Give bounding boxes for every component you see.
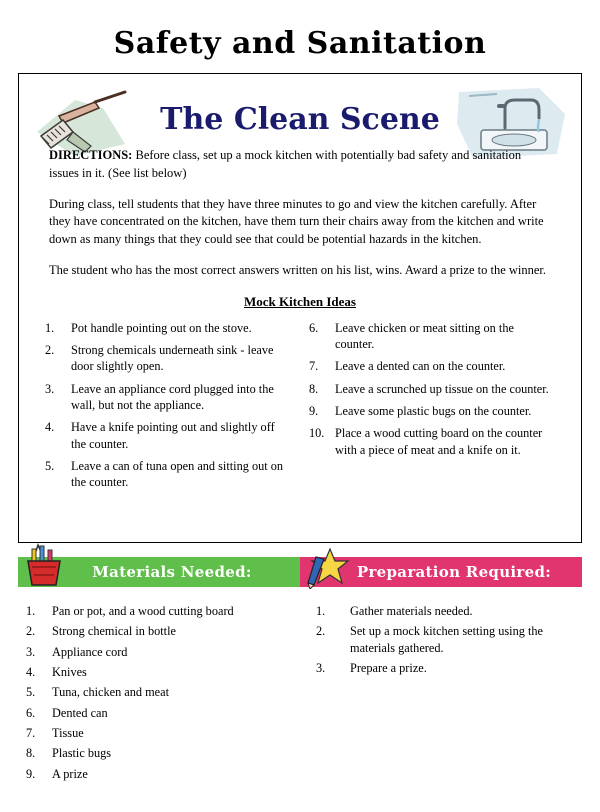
- ideas-column-right: [309, 320, 555, 497]
- list-text: Leave an appliance cord plugged into the wall, but not the appliance.: [71, 381, 274, 412]
- list-text: Plastic bugs: [52, 746, 112, 761]
- list-number: 3.: [45, 381, 55, 396]
- list-item: [316, 623, 574, 656]
- list-text: Strong chemicals underneath sink - leave door slightly open.: [71, 342, 274, 374]
- list-number: 1.: [26, 604, 36, 618]
- list-item: [309, 381, 555, 397]
- list-text: Gather materials needed.: [350, 604, 473, 618]
- list-number: 4.: [26, 665, 36, 680]
- pencil-star-icon: [302, 543, 358, 589]
- list-item: [45, 458, 291, 491]
- list-number: 9.: [309, 403, 319, 418]
- paragraph-3: The student who has the most correct answers written on his list, wins. Award a prize to the winner.: [49, 262, 547, 277]
- list-number: 2.: [26, 624, 36, 639]
- list-text: Leave chicken or meat sitting on the counter.: [335, 320, 514, 351]
- ideas-column-left: [45, 320, 291, 497]
- preparation-banner: [300, 557, 582, 587]
- list-item: [45, 419, 291, 452]
- list-item: [45, 320, 291, 336]
- list-item: [316, 603, 574, 619]
- list-text: Prepare a prize.: [350, 661, 427, 676]
- list-text: Tissue: [52, 726, 84, 741]
- list-number: 7.: [26, 726, 36, 741]
- list-number: 2.: [45, 342, 55, 357]
- banner-row: [18, 557, 582, 587]
- list-number: 3.: [26, 644, 36, 659]
- list-number: 4.: [45, 420, 55, 435]
- list-text: Strong chemical in bottle: [52, 624, 176, 639]
- list-item: [26, 664, 284, 680]
- list-item: [26, 603, 284, 619]
- list-text: Leave a dented can on the counter.: [335, 359, 506, 374]
- page-title: Safety and Sanitation: [113, 26, 487, 61]
- list-text: Have a knife pointing out and slightly off the counter.: [71, 420, 275, 451]
- list-number: 8.: [309, 381, 319, 396]
- list-text: Leave a can of tuna open and sitting out on the counter.: [71, 458, 284, 490]
- materials-banner-label: Materials Needed:: [92, 563, 252, 581]
- directions-paragraph: [49, 147, 551, 183]
- list-item: [26, 745, 284, 761]
- list-text: Set up a mock kitchen setting using the materials gathered.: [350, 624, 543, 655]
- preparation-banner-label: Preparation Required:: [356, 563, 552, 581]
- list-number: 5.: [45, 458, 55, 473]
- list-item: [26, 705, 284, 721]
- list-number: 5.: [26, 685, 36, 700]
- materials-list: [26, 603, 284, 786]
- list-item: [309, 425, 555, 458]
- list-item: [316, 660, 574, 676]
- utensils-cup-icon: [20, 543, 76, 589]
- list-item: [309, 358, 555, 374]
- directions-label: DIRECTIONS:: [49, 148, 133, 162]
- list-number: 1.: [45, 320, 55, 335]
- list-number: 8.: [26, 746, 36, 761]
- list-item: [309, 403, 555, 419]
- list-number: 6.: [26, 705, 36, 720]
- list-text: Knives: [52, 665, 87, 680]
- body-text: [19, 147, 581, 310]
- list-item: [26, 725, 284, 741]
- list-number: 6.: [309, 320, 319, 335]
- directions-text: Before class, set up a mock kitchen with potentially bad safety and sanitation issues in it. (See list below): [49, 148, 522, 180]
- list-text: Leave a scrunched up tissue on the counter.: [335, 381, 549, 396]
- materials-banner: [18, 557, 300, 587]
- list-text: Tuna, chicken and meat: [52, 685, 170, 700]
- list-number: 7.: [309, 359, 319, 374]
- list-text: Leave some plastic bugs on the counter.: [335, 403, 532, 418]
- list-item: [26, 623, 284, 639]
- list-number: 10.: [309, 426, 325, 441]
- list-item: [309, 320, 555, 353]
- list-number: 3.: [316, 661, 326, 676]
- list-item: [26, 766, 284, 782]
- section-heading: The Clean Scene: [160, 102, 440, 137]
- paragraph-2: During class, tell students that they have three minutes to go and view the kitchen carefully. After they have concentrated on the kitchen, have them turn their chairs away from the kitchen and write down as many things that they could see that could be potential hazards in the kitchen.: [49, 196, 544, 246]
- list-item: [26, 684, 284, 700]
- list-item: [45, 381, 291, 414]
- list-text: Place a wood cutting board on the counter with a piece of meat and a knife on it.: [335, 426, 543, 457]
- list-number: 2.: [316, 624, 326, 639]
- list-text: Pan or pot, and a wood cutting board: [52, 604, 234, 618]
- list-number: 9.: [26, 766, 36, 781]
- ideas-heading: Mock Kitchen Ideas: [244, 293, 356, 309]
- main-content-box: [18, 73, 582, 543]
- list-item: [26, 644, 284, 660]
- list-text: Pot handle pointing out on the stove.: [71, 320, 252, 335]
- preparation-list: [302, 603, 574, 786]
- list-number: 1.: [316, 604, 326, 618]
- mock-kitchen-ideas: [19, 320, 581, 497]
- bottom-lists: [0, 587, 600, 786]
- list-text: Appliance cord: [52, 644, 128, 659]
- list-text: Dented can: [52, 705, 108, 720]
- list-item: [45, 342, 291, 375]
- list-text: A prize: [52, 766, 88, 781]
